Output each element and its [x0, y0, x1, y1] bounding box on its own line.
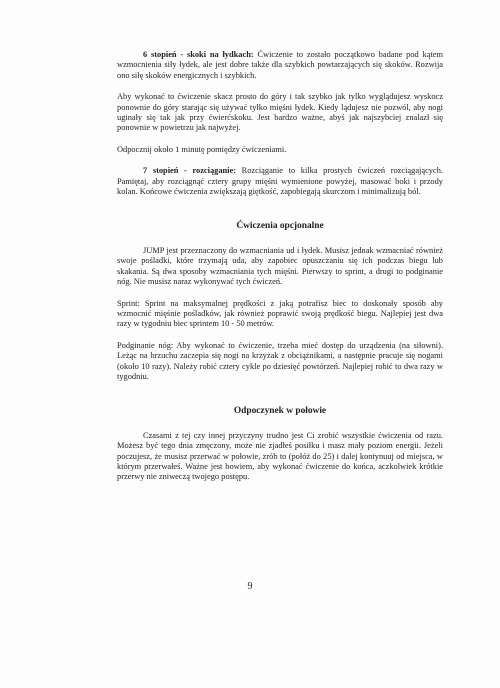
step-7-heading: 7 stopień - rozciąganie:: [143, 166, 237, 176]
paragraph-sprint: Sprint: Sprint na maksymalnej prędkości z jaką potrafisz biec to doskonały sposób aby wzmocnić mięśnie pośladków, jak również poprawić swoją prędkość biegu. Najlepiej jest dwa razy w tygodniu biec sprintem 10 - 50 metrów.: [117, 298, 443, 329]
step-7-text: Rozciąganie to kilka prostych ćwiczeń rozciągających. Pamiętaj, aby rozciągnąć cztery grupy mięśni wymienione powyżej, masować boki i przody kolan. Końcowe ćwiczenia zwiększają giętkość, zapobiegają skurczom i minimalizują ból.: [117, 166, 443, 197]
page-content: [117, 50, 443, 494]
paragraph-rest-note: Odpocznij około 1 minutę pomiędzy ćwiczeniami.: [117, 144, 287, 154]
paragraph-step-7: [117, 166, 443, 197]
paragraph-rest: Czasami z tej czy innej przyczyny trudno jest Ci zrobić wszystkie ćwiczenia od razu. Możesz być tego dnia zmęczony, może nie zjadłeś posiłku i masz mały poziom energii. Jeżeli poczujesz, że musisz przerwać w połowie, zrób to (połóż do 25) i dalej kontynuuj od miejsca, w którym przerwałeś. Ważne jest bowiem, aby wykonać ćwiczenie do końca, aczkolwiek krótkie przerwy nie zniweczą twojego postępu.: [117, 430, 443, 482]
section-title-optional: Ćwiczenia opcjonalne: [236, 221, 324, 232]
paragraph-leg-curls: Podginanie nóg: Aby wykonać to ćwiczenie, trzeba mieć dostęp do urządzenia (na siłowni). Leżąc na brzuchu zaczepia się nogi na krzyżak z obciążnikami, a następnie pracuje się nogami (około 10 razy). Należy robić cztery cykle po dziesięć powtórzeń. Najlepiej robić to dwa razy w tygodniu.: [117, 340, 443, 381]
page-number: 9: [247, 581, 253, 592]
step-6-text: Ćwiczenie to zostało początkowo badane pod kątem wzmocnienia siły łydek, ale jest dobre także dla szybkich powtarzających się skoków. Rozwija ono siłę skoków energicznych i szybkich.: [117, 50, 443, 80]
paragraph-optional-intro: JUMP jest przeznaczony do wzmacniania ud i łydek. Musisz jednak wzmacniać również swoje pośladki, które trzymają uda, aby zapobiec opuszczaniu się ich podczas biegu lub skakania. Są dwa sposoby wzmacniania tych mięśni. Pierwszy to sprint, a drugi to podginanie nóg. Nie musisz naraz wykonywać tych ćwiczeń.: [117, 245, 443, 287]
paragraph-step-6: [117, 50, 443, 81]
paragraph-step-6-instructions: Aby wykonać to ćwiczenie skacz prosto do góry i tak szybko jak tylko wyglądujesz wyskocz ponownie do góry starając się używać tylko mięśni łydek. Kiedy lądujesz nie pozwól, aby nogi uginały się tak jak przy ćwierćskoku. Jest bardzo ważne, abyś jak najszybciej znalazł się ponownie w powietrzu jak najwyżej.: [117, 92, 443, 133]
step-6-heading: 6 stopień - skoki na łydkach:: [143, 50, 254, 59]
section-title-rest: Odpoczynek w połowie: [233, 406, 327, 417]
